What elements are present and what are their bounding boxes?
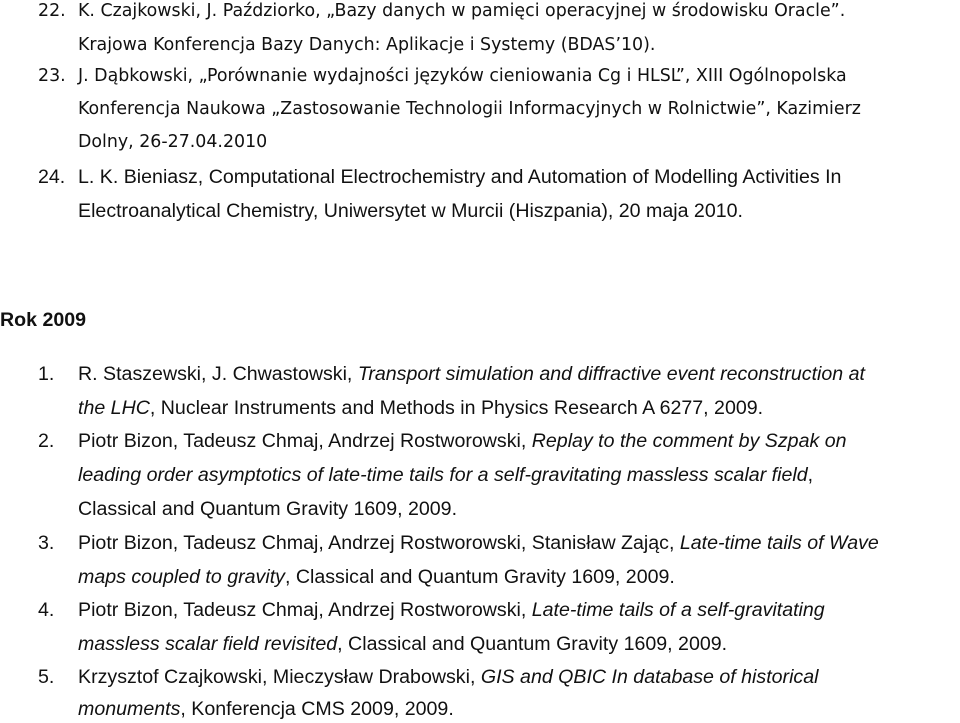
entry-line <box>78 35 655 55</box>
italic-title-segment: monuments <box>78 698 181 720</box>
text-segment: , Nuclear Instruments and Methods in Physics Research A 6277, 2009. <box>149 397 764 419</box>
entry-number: 2. <box>38 430 55 452</box>
text-segment: R. Staszewski, J. Chwastowski, <box>78 363 358 385</box>
text-segment: Krzysztof Czajkowski, Mieczysław Drabowski, <box>78 666 481 688</box>
text-segment: , <box>807 464 814 486</box>
text-segment: Piotr Bizon, Tadeusz Chmaj, Andrzej Rostworowski, <box>78 430 532 452</box>
italic-title-segment: Late-time tails of a self-gravitating <box>531 599 825 621</box>
text-segment: Classical and Quantum Gravity 1609, 2009. <box>78 498 458 520</box>
entry-line <box>78 363 865 386</box>
text-segment: Konferencja Naukowa „Zastosowanie Technologii Informacyjnych w Rolnictwie”, Kazimierz <box>78 99 861 119</box>
entry-line <box>78 566 675 589</box>
entry-line <box>78 99 861 119</box>
section-heading-2009: Rok 2009 <box>0 309 87 331</box>
entry-number: 1. <box>38 363 55 385</box>
italic-title-segment: maps coupled to gravity <box>78 566 285 588</box>
entry-line <box>78 464 813 487</box>
entry-line <box>78 498 457 521</box>
italic-title-segment: the LHC <box>78 397 150 419</box>
text-segment: L. K. Bieniasz, Computational Electrochemistry and Automation of Modelling Activities In <box>78 166 842 188</box>
entry-line <box>78 1 845 21</box>
entry-line <box>78 397 763 420</box>
italic-title-segment: GIS and QBIC In database of historical <box>480 666 819 688</box>
italic-title-segment: leading order asymptotics of late-time tails for a self-gravitating massless scalar field <box>78 464 808 486</box>
entry-line <box>78 599 825 622</box>
italic-title-segment: Transport simulation and diffractive event reconstruction at <box>357 363 865 385</box>
entry-line <box>78 430 847 453</box>
text-segment: , Konferencja CMS 2009, 2009. <box>180 698 454 720</box>
italic-title-segment: massless scalar field revisited <box>78 633 338 655</box>
text-segment: , Classical and Quantum Gravity 1609, 2009. <box>284 566 675 588</box>
entry-line <box>78 666 818 689</box>
italic-title-segment: Late-time tails of Wave <box>679 532 879 554</box>
text-segment: Krajowa Konferencja Bazy Danych: Aplikacje i Systemy (BDAS’10). <box>78 35 656 55</box>
text-segment: Dolny, 26-27.04.2010 <box>78 132 268 152</box>
entry-number: 3. <box>38 532 55 554</box>
entry-line <box>78 532 879 555</box>
entry-line <box>78 698 454 721</box>
entry-number: 23. <box>38 66 66 86</box>
text-segment: J. Dąbkowski, „Porównanie wydajności języków cieniowania Cg i HLSL”, XIII Ogólnopolska <box>78 66 847 86</box>
italic-title-segment: Replay to the comment by Szpak on <box>531 430 847 452</box>
text-segment: Piotr Bizon, Tadeusz Chmaj, Andrzej Rostworowski, <box>78 599 532 621</box>
entry-number: 5. <box>38 666 55 688</box>
entry-line <box>78 66 847 86</box>
entry-line <box>78 633 727 656</box>
entry-number: 4. <box>38 599 55 621</box>
text-segment: Electroanalytical Chemistry, Uniwersytet w Murcii (Hiszpania), 20 maja 2010. <box>78 200 743 222</box>
entry-number: 22. <box>38 1 66 21</box>
text-segment: , Classical and Quantum Gravity 1609, 2009. <box>337 633 728 655</box>
entry-line <box>78 200 743 223</box>
entry-number: 24. <box>38 166 66 188</box>
entry-line <box>78 132 267 152</box>
entry-line <box>78 166 841 189</box>
text-segment: Piotr Bizon, Tadeusz Chmaj, Andrzej Rostworowski, Stanisław Zając, <box>78 532 680 554</box>
text-segment: K. Czajkowski, J. Paździorko, „Bazy danych w pamięci operacyjnej w środowisku Oracle”. <box>78 1 846 21</box>
